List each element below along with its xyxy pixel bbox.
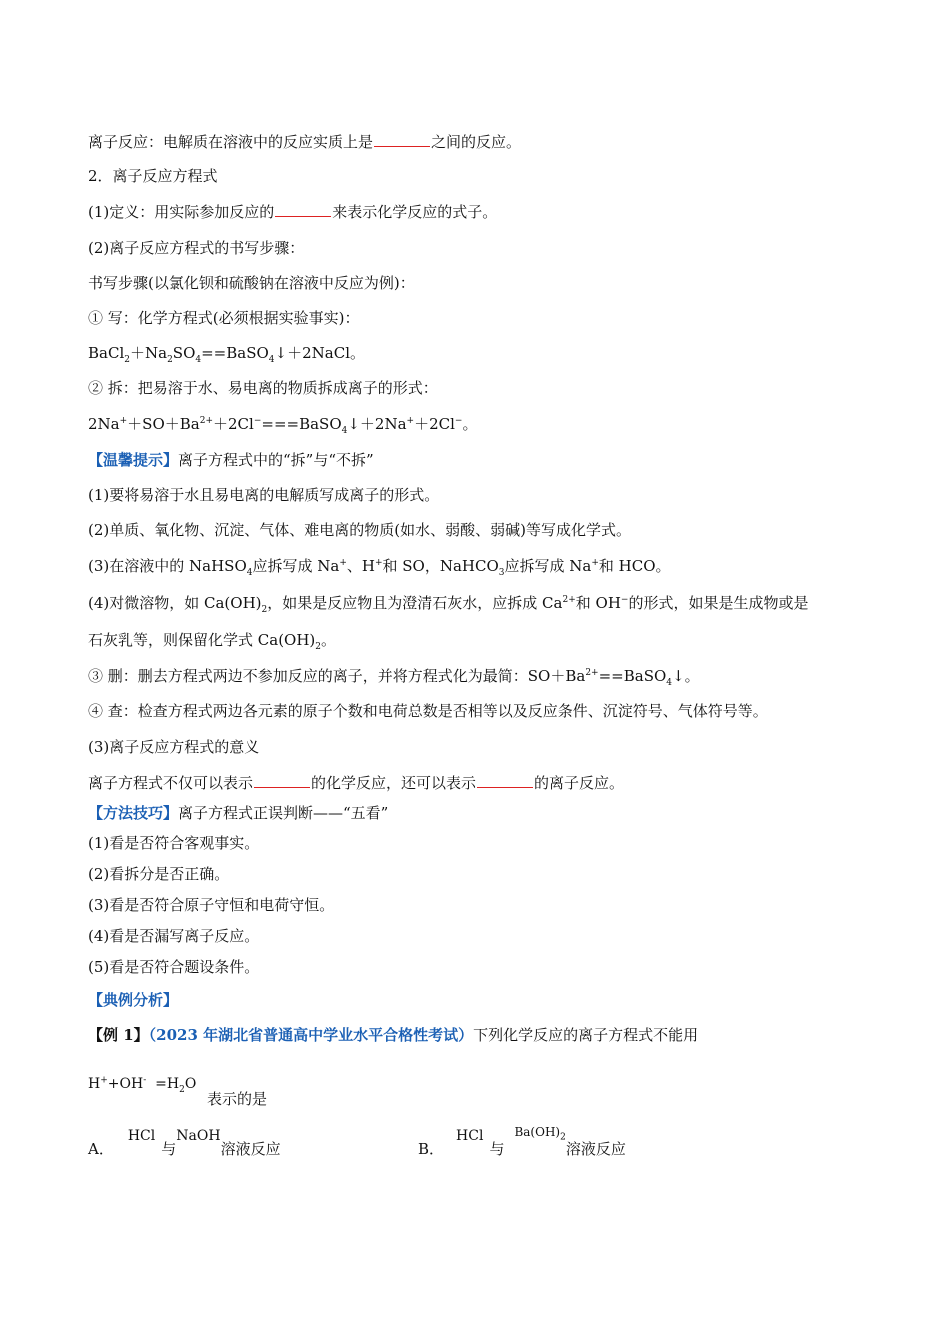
list-item: (3)看是否符合原子守恒和电荷守恒。 [88, 896, 335, 914]
text: 离子反应：电解质在溶液中的反应实质上是 [88, 133, 374, 151]
text-line: ② 拆：把易溶于水、易电离的物质拆成离子的形式： [88, 379, 438, 397]
text-line: 石灰乳等，则保留化学式 $Ca(OH)_2$。 [88, 631, 337, 652]
tip-heading [88, 450, 374, 470]
text: 来表示化学反应的式子。 [332, 203, 498, 221]
equation-line: $BaCl_2+Na_2SO_4==BaSO_4↓+2NaCl$。 [88, 344, 365, 365]
formula-line: $H^++OH^- =H_2O$ [88, 1075, 197, 1095]
text-line: ④ 查：检查方程式两边各元素的原子个数和电荷总数是否相等以及反应条件、沉淀符号、气体符号等。 [88, 702, 768, 720]
example-label: 【例 1】 [88, 1026, 149, 1044]
text-line [88, 132, 521, 152]
option-a[interactable]: A．HCl与NaOH溶液反应 [88, 1128, 281, 1158]
tip-label: 【典例分析】 [88, 991, 179, 1009]
tip-label: 【方法技巧】 [88, 804, 179, 822]
text-line: (1)要将易溶于水且易电离的电解质写成离子的形式。 [88, 486, 440, 504]
list-item: (1)看是否符合客观事实。 [88, 834, 260, 852]
text-line: (3)离子反应方程式的意义 [88, 738, 260, 756]
text-line: (2)离子反应方程式的书写步骤： [88, 239, 305, 257]
option-b[interactable]: B．HCl与$^{Ba(OH)_2}$溶液反应 [418, 1125, 626, 1158]
text-line: 书写步骤(以氯化钡和硫酸钠在溶液中反应为例)： [88, 274, 415, 292]
text-line: ③ 删：删去方程式两边不参加反应的离子，并将方程式化为最简：$SO+Ba^{2+}==BaSO_4↓$。 [88, 667, 700, 688]
question-stem [88, 1025, 698, 1045]
example-heading [88, 990, 178, 1010]
text-line: ① 写：化学方程式(必须根据实验事实)： [88, 309, 360, 327]
text-line: (4)对微溶物，如 $Ca(OH)_2$，如果是反应物且为澄清石灰水，应拆成 $Ca^{2+}$和 OH−的形式，如果是生成物或是 [88, 594, 809, 615]
text: (1)定义：用实际参加反应的 [88, 203, 275, 221]
list-item: (4)看是否漏写离子反应。 [88, 927, 260, 945]
list-item: (5)看是否符合题设条件。 [88, 958, 260, 976]
fill-blank[interactable] [477, 773, 533, 788]
text: 之间的反应。 [431, 133, 522, 151]
fill-blank[interactable] [374, 132, 430, 147]
fill-blank[interactable] [275, 202, 331, 217]
text-line [88, 202, 497, 222]
text-line: (2)单质、氧化物、沉淀、气体、难电离的物质(如水、弱酸、弱碱)等写成化学式。 [88, 521, 631, 539]
text: 离子方程式中的“拆”与“不拆” [178, 451, 374, 469]
example-source: （2023 年湖北省普通高中学业水平合格性考试） [148, 1026, 474, 1044]
text: 下列化学反应的离子方程式不能用 [473, 1026, 699, 1044]
tip-label: 【温馨提示】 [88, 451, 179, 469]
fill-blank[interactable] [254, 773, 310, 788]
equation-line: $2Na^++SO+Ba^{2+}+2Cl^-===BaSO_4↓+2Na^++2Cl^-$。 [88, 415, 478, 436]
text-line: (3)在溶液中的 NaHSO$_4$应拆写成 Na+、H+和 SO，NaHCO$_3$应拆写成 Na+和 HCO。 [88, 557, 671, 578]
text-line: 离子方程式不仅可以表示 的化学反应，还可以表示 的离子反应。 [88, 774, 625, 792]
section-heading: 2．离子反应方程式 [88, 167, 218, 185]
text: 离子方程式正误判断——“五看” [178, 804, 389, 822]
list-item: (2)看拆分是否正确。 [88, 865, 230, 883]
text: 表示的是 [207, 1090, 268, 1108]
tip-heading [88, 803, 388, 823]
